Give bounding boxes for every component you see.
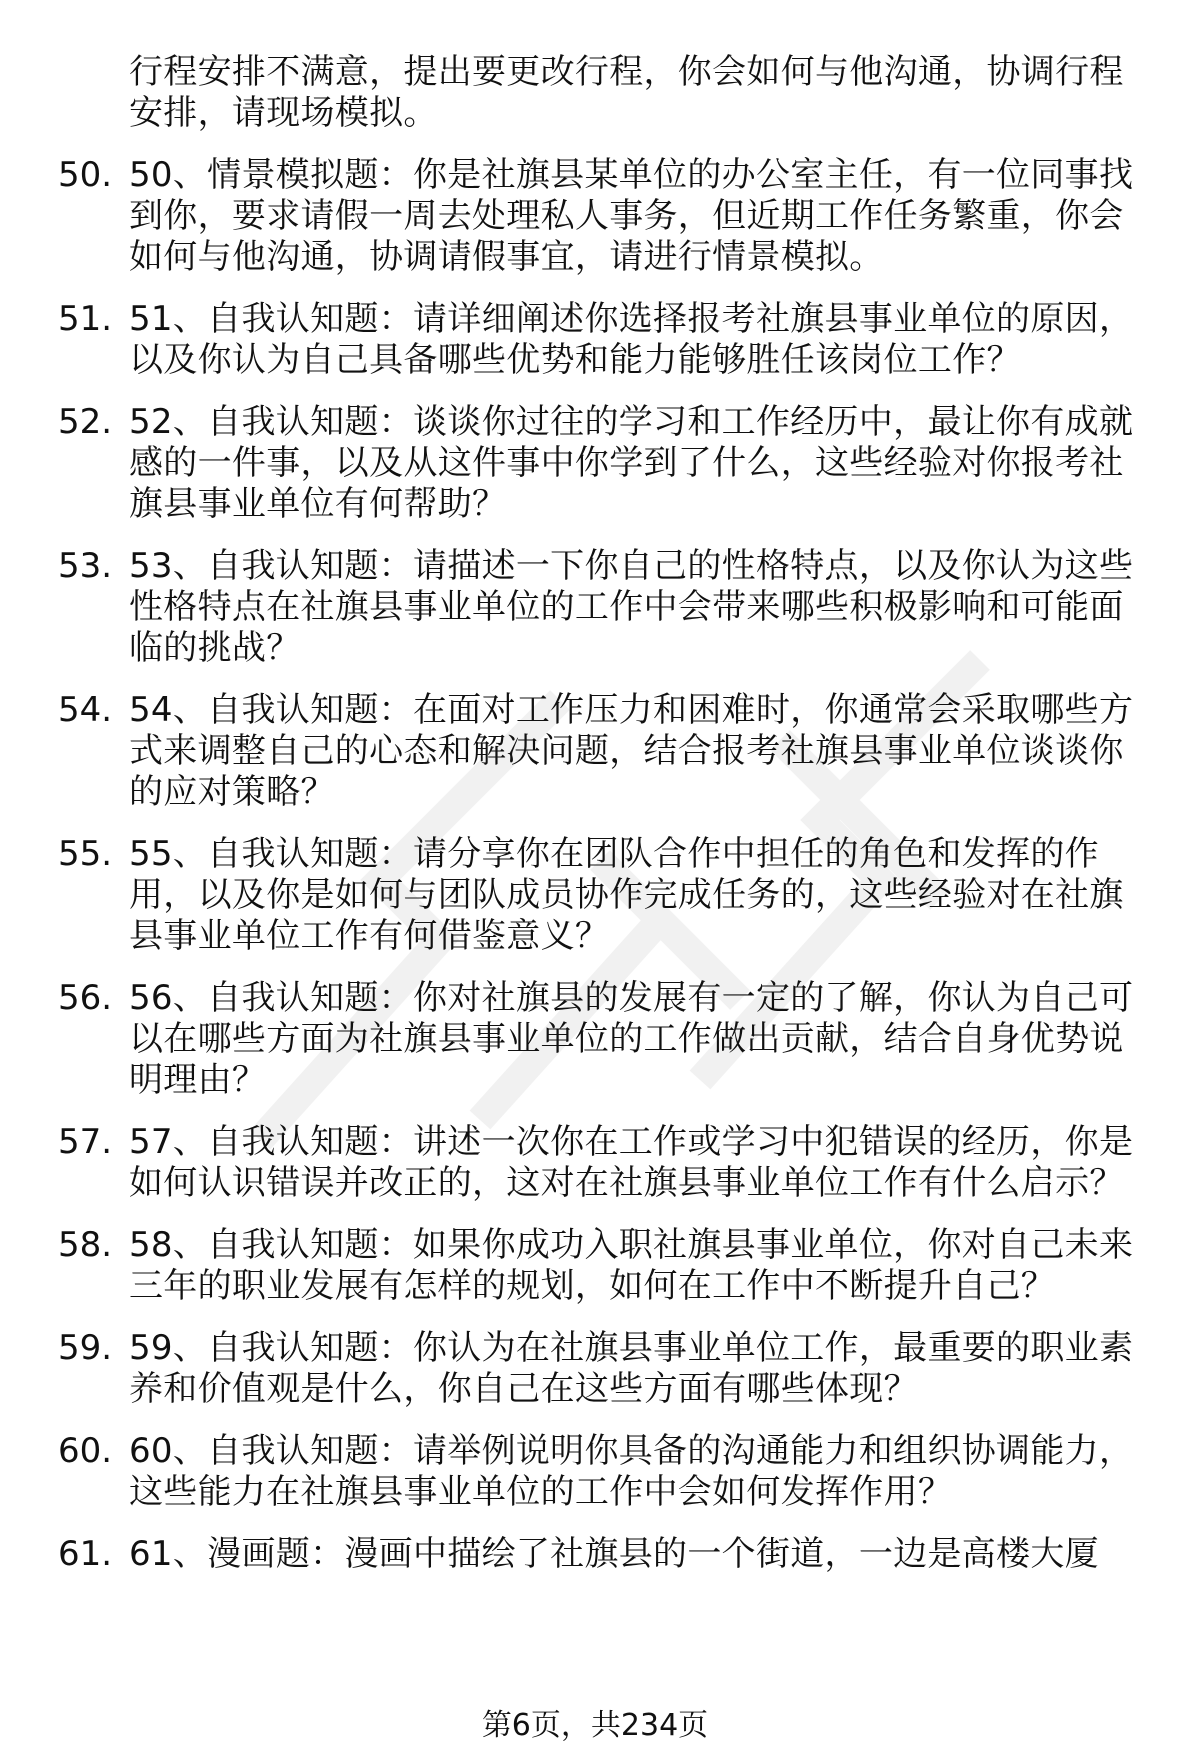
question-text: 53、自我认知题：请描述一下你自己的性格特点，以及你认为这些性格特点在社旗县事业单位的工作中会带来哪些积极影响和可能面临的挑战？: [129, 546, 1134, 668]
question-item-52: [0, 402, 1190, 525]
continued-question-text: 行程安排不满意，提出要更改行程，你会如何与他沟通，协调行程安排，请现场模拟。: [129, 52, 1124, 133]
question-number: 56.: [58, 978, 113, 1018]
question-text: 54、自我认知题：在面对工作压力和困难时，你通常会采取哪些方式来调整自己的心态和解决问题，结合报考社旗县事业单位谈谈你的应对策略？: [129, 690, 1134, 812]
question-number: 58.: [58, 1225, 113, 1265]
question-list: [0, 52, 1190, 1575]
question-text: 56、自我认知题：你对社旗县的发展有一定的了解，你认为自己可以在哪些方面为社旗县事业单位的工作做出贡献，结合自身优势说明理由？: [129, 978, 1134, 1100]
question-text: 55、自我认知题：请分享你在团队合作中担任的角色和发挥的作用，以及你是如何与团队成员协作完成任务的，这些经验对在社旗县事业单位工作有何借鉴意义？: [129, 834, 1124, 956]
question-number: 61.: [58, 1534, 113, 1574]
question-item-53: [0, 546, 1190, 669]
question-text: 58、自我认知题：如果你成功入职社旗县事业单位，你对自己未来三年的职业发展有怎样的规划，如何在工作中不断提升自己？: [129, 1225, 1134, 1306]
question-number: 50.: [58, 155, 113, 195]
question-number: 53.: [58, 546, 113, 586]
question-text: 60、自我认知题：请举例说明你具备的沟通能力和组织协调能力，这些能力在社旗县事业单位的工作中会如何发挥作用？: [129, 1431, 1134, 1512]
question-number: 60.: [58, 1431, 113, 1471]
question-item-61: [0, 1534, 1190, 1575]
question-text: 50、情景模拟题：你是社旗县某单位的办公室主任，有一位同事找到你，要求请假一周去处理私人事务，但近期工作任务繁重，你会如何与他沟通，协调请假事宜，请进行情景模拟。: [129, 155, 1134, 277]
question-number: 52.: [58, 402, 113, 442]
question-text: 51、自我认知题：请详细阐述你选择报考社旗县事业单位的原因，以及你认为自己具备哪些优势和能力能够胜任该岗位工作？: [129, 299, 1134, 380]
question-number: 59.: [58, 1328, 113, 1368]
question-item-57: [0, 1122, 1190, 1204]
question-text: 52、自我认知题：谈谈你过往的学习和工作经历中，最让你有成就感的一件事，以及从这件事中你学到了什么，这些经验对你报考社旗县事业单位有何帮助？: [129, 402, 1134, 524]
page-footer: 第6页，共234页: [481, 1708, 709, 1743]
question-item-51: [0, 299, 1190, 381]
question-number: 54.: [58, 690, 113, 730]
question-item-60: [0, 1431, 1190, 1513]
question-text: 57、自我认知题：讲述一次你在工作或学习中犯错误的经历，你是如何认识错误并改正的，这对在社旗县事业单位工作有什么启示？: [129, 1122, 1134, 1203]
question-number: 57.: [58, 1122, 113, 1162]
question-item-58: [0, 1225, 1190, 1307]
question-item-55: [0, 834, 1190, 957]
question-item-54: [0, 690, 1190, 813]
question-text: 59、自我认知题：你认为在社旗县事业单位工作，最重要的职业素养和价值观是什么，你自己在这些方面有哪些体现？: [129, 1328, 1134, 1409]
question-item-59: [0, 1328, 1190, 1410]
question-item-56: [0, 978, 1190, 1101]
question-number: 51.: [58, 299, 113, 339]
question-text: 61、漫画题：漫画中描绘了社旗县的一个街道，一边是高楼大厦: [129, 1534, 1099, 1574]
question-number: 55.: [58, 834, 113, 874]
question-item-50: [0, 155, 1190, 278]
